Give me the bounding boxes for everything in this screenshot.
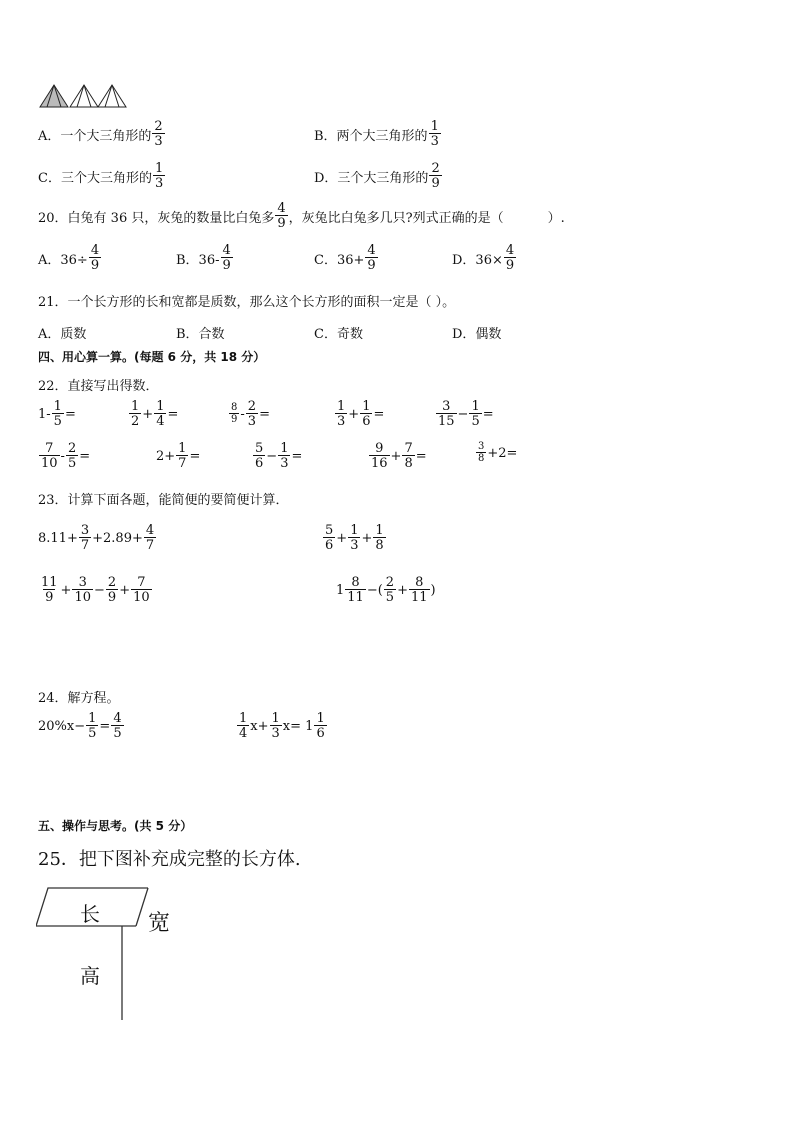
- q22-item: 1 2 + $\frac{1}{4}$ =: [131, 399, 179, 429]
- fraction: 1 3: [154, 161, 164, 191]
- q20-option-d[interactable]: D．36× $\frac{4}{9}$: [452, 243, 515, 273]
- q24-title: 24．解方程。: [38, 691, 120, 706]
- q21-option-c[interactable]: C．奇数: [314, 327, 363, 342]
- q23-title: 23．计算下面各题，能简便的要简便计算．: [38, 493, 289, 508]
- q19-option-b[interactable]: [314, 120, 442, 148]
- q22-item: 7 10 - $\frac{2}{5}$ =: [41, 441, 91, 471]
- width-label: 宽: [148, 911, 171, 936]
- height-label: 高: [80, 964, 100, 988]
- option-label: C．三个大三角形的: [38, 170, 152, 186]
- q22-item: 8 9 - $\frac{2}{3}$ =: [231, 399, 270, 429]
- q19-option-d[interactable]: [314, 162, 443, 190]
- fraction: $\frac{4}{9}$: [367, 243, 376, 273]
- section-5-heading: 五、操作与思考。(共 5 分）: [38, 819, 193, 833]
- q22-item: 1 3 + $\frac{1}{6}$ =: [337, 399, 385, 429]
- q22-item: 5 6 − $\frac{1}{3}$ =: [255, 441, 303, 471]
- q21-option-a[interactable]: A．质数: [38, 327, 87, 342]
- q23-expression-1: 8.11+ $\frac{3}{7}$ +2.89+ $\frac{4}{7}$: [38, 523, 155, 553]
- length-label: 长: [80, 902, 100, 926]
- option-label: A．一个大三角形的: [38, 128, 152, 144]
- q22-title: 22．直接写出得数．: [38, 379, 159, 394]
- q19-option-a[interactable]: [38, 120, 166, 148]
- q21-question: 21．一个长方形的长和宽都是质数，那么这个长方形的面积一定是（ ）。: [38, 295, 456, 310]
- option-label: B．两个大三角形的: [314, 128, 428, 144]
- fraction: $\frac{4}{9}$: [505, 243, 515, 273]
- fraction: 4 9: [277, 201, 286, 231]
- q20-option-b[interactable]: B．36- 4 9: [176, 243, 231, 273]
- fraction: 2 3: [154, 119, 163, 149]
- q22-item: 3 8 +2=: [478, 441, 518, 464]
- section-4-heading: 四、用心算一算。(每题 6 分，共 18 分）: [38, 350, 266, 364]
- q22-item: 3 15 − $\frac{1}{5}$ =: [438, 399, 494, 429]
- q19-option-c[interactable]: [38, 162, 166, 190]
- q20-question: 20．白兔有 36 只，灰兔的数量比白兔多 4 9 ，灰兔比白兔多几只?列式正确的是（ ）.: [38, 201, 565, 231]
- fraction: 4 9: [222, 243, 231, 273]
- fraction: 1 3: [430, 119, 439, 149]
- q25-title: 25．把下图补充成完整的长方体.: [38, 849, 301, 870]
- fraction: $\frac{4}{9}$: [90, 243, 100, 273]
- triangles-figure: [38, 83, 130, 109]
- fraction: 2 9: [431, 161, 440, 191]
- cuboid-sketch: [36, 878, 196, 1028]
- q22-item: 1- $\frac{1}{5}$ =: [38, 399, 76, 429]
- option-label: D．三个大三角形的: [314, 170, 429, 186]
- q24-equation-2: 1 4 x+ $\frac{1}{3}$ x= 1 1 6: [239, 711, 325, 741]
- q22-item: 2+ $\frac{1}{7}$ =: [156, 441, 201, 471]
- q23-expression-3: 11 9 + $\frac{3}{10}$ − $\frac{2}{9}$ + $\frac{7}{10}$: [41, 575, 150, 605]
- q24-equation-1: 20%x− $\frac{1}{5}$ = $\frac{4}{5}$: [38, 711, 122, 741]
- q20-option-a[interactable]: A．36÷ $\frac{4}{9}$: [38, 243, 100, 273]
- q21-option-d[interactable]: D．偶数: [452, 327, 502, 342]
- q23-expression-4: 1 8 11 −( 2 5 + $\frac{8}{11}$ ): [336, 575, 436, 605]
- q22-item: 9 16 + $\frac{7}{8}$ =: [371, 441, 427, 471]
- q21-option-b[interactable]: B．合数: [176, 327, 225, 342]
- q20-option-c[interactable]: C．36+ $\frac{4}{9}$: [314, 243, 376, 273]
- q23-expression-2: 5 6 + $\frac{1}{3}$ + $\frac{1}{8}$: [325, 523, 384, 553]
